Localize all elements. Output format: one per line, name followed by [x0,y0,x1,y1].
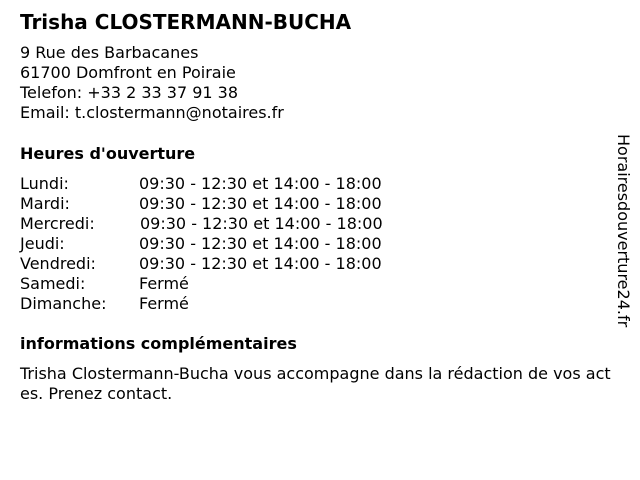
time-range: 09:30 - 12:30 et 14:00 - 18:00 [139,234,382,253]
hours-row-tuesday [20,194,440,214]
street-address: 9 Rue des Barbacanes [20,43,199,62]
time-range: 09:30 - 12:30 et 14:00 - 18:00 [139,194,382,213]
time-range: Fermé [139,294,189,313]
opening-hours-table [20,174,440,314]
time-range: 09:30 - 12:30 et 14:00 - 18:00 [139,174,382,193]
day-label: Samedi: [20,274,86,293]
time-range: 09:30 - 12:30 et 14:00 - 18:00 [139,254,382,273]
site-watermark: Horairesdouverture24.fr [614,134,633,328]
phone-number: Telefon: +33 2 33 37 91 38 [20,83,239,102]
additional-info-heading: informations complémentaires [20,334,297,353]
hours-row-monday [20,174,440,194]
day-label: Mardi: [20,194,70,213]
additional-info-text: Trisha Clostermann-Bucha vous accompagne dans la rédaction de vos actes. Prenez contact. [20,364,611,403]
day-label: Dimanche: [20,294,107,313]
time-range: Fermé [139,274,189,293]
city-postal: 61700 Domfront en Poiraie [20,63,236,82]
contact-block [20,43,284,123]
day-label: Vendredi: [20,254,96,273]
day-label: Mercredi: [20,214,95,233]
day-label: Jeudi: [20,234,65,253]
hours-row-saturday [20,274,440,294]
day-label: Lundi: [20,174,69,193]
hours-row-wednesday [20,214,440,234]
hours-row-sunday [20,294,440,314]
email-address: Email: t.clostermann@notaires.fr [20,103,284,122]
hours-row-friday [20,254,440,274]
time-range: 09:30 - 12:30 et 14:00 - 18:00 [140,214,383,233]
page-title: Trisha CLOSTERMANN-BUCHA [20,10,352,34]
hours-row-thursday [20,234,440,254]
opening-hours-heading: Heures d'ouverture [20,144,196,163]
